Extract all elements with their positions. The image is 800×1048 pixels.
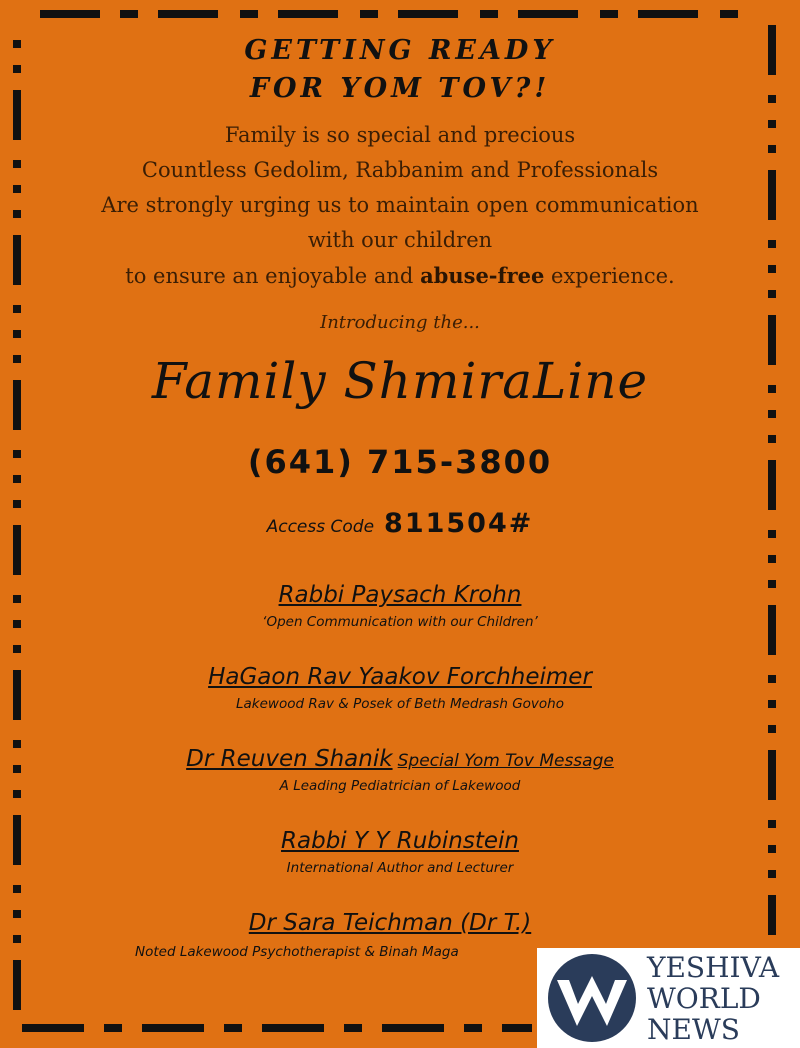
introducing-text: Introducing the...: [320, 312, 480, 333]
headline-line-2: FOR YOM TOV?!: [249, 73, 551, 104]
intro-line-5-start: to ensure an enjoyable and: [125, 264, 421, 288]
speaker-block-2: [0, 664, 800, 712]
headline: [0, 32, 800, 108]
speaker-block-3: [0, 746, 800, 794]
intro-abuse-free: abuse-free: [420, 263, 545, 288]
intro-line-1: Family is so special and precious: [224, 123, 576, 147]
speaker-name: Rabbi Paysach Krohn: [278, 582, 522, 608]
speaker-name: Dr Sara Teichman (Dr T.): [248, 910, 532, 936]
intro-paragraph: [0, 118, 800, 294]
speaker-name: Rabbi Y Y Rubinstein: [281, 828, 519, 854]
headline-line-1: GETTING READY: [244, 35, 556, 66]
speaker-desc: Noted Lakewood Psychotherapist & Binah Maga: [135, 944, 459, 960]
logo-mark-icon: [543, 952, 641, 1044]
yeshiva-world-news-logo: [537, 948, 800, 1048]
speaker-extra: Special Yom Tov Message: [397, 751, 614, 771]
intro-line-5: [0, 258, 800, 294]
brand-title: Family ShmiraLine: [151, 352, 649, 410]
intro-line-4: with our children: [307, 228, 493, 252]
phone-number: (641) 715-3800: [247, 443, 553, 481]
speaker-desc: A Leading Pediatrician of Lakewood: [279, 778, 521, 794]
speaker-desc: Lakewood Rav & Posek of Beth Medrash Govoho: [236, 696, 564, 712]
speaker-name: Dr Reuven Shanik: [186, 746, 393, 772]
speaker-block-4: [0, 828, 800, 876]
speaker-block-1: [0, 582, 800, 630]
intro-line-5-end: experience.: [544, 264, 675, 288]
access-code-label: Access Code: [266, 517, 375, 537]
access-code-row: [0, 508, 800, 539]
speaker-desc: International Author and Lecturer: [286, 860, 514, 876]
speaker-name: HaGaon Rav Yaakov Forchheimer: [208, 664, 592, 690]
intro-line-3: Are strongly urging us to maintain open communication: [101, 193, 699, 217]
intro-line-2: Countless Gedolim, Rabbanim and Professionals: [141, 158, 659, 182]
logo-line-2: WORLD: [647, 982, 761, 1015]
logo-text: [647, 952, 779, 1045]
logo-line-3: NEWS: [647, 1013, 740, 1046]
speaker-name-row: [0, 746, 800, 772]
logo-line-1: YESHIVA: [647, 951, 780, 984]
access-code-value: 811504#: [384, 508, 534, 539]
speaker-desc: ‘Open Communication with our Children’: [262, 614, 538, 630]
